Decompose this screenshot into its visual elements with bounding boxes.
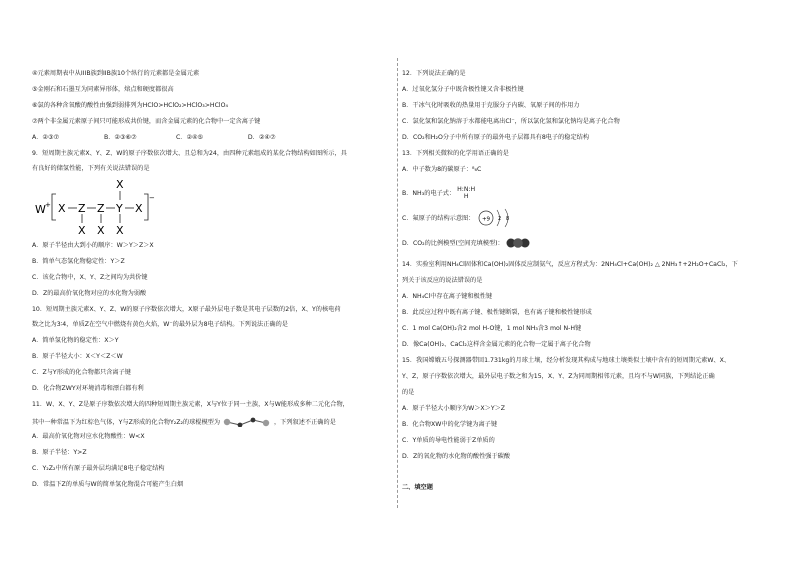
statement-7: ⑦两个非金属元素原子间只可能形成共价键，而含金属元素的化合物中一定含离子键 [32, 118, 261, 125]
q12-option-b: B．干冰气化时吸收的热量用于克服分子内碳、氧原子间的作用力 [402, 102, 580, 109]
q12-option-a: A．过氧化氢分子中既含极性键又含非极性键 [402, 86, 524, 93]
q12-option-c: C．氯化氢和氯化钠溶于水都能电离出Cl⁻，所以氯化氢和氯化钠均是离子化合物 [402, 118, 620, 125]
nh3-formula-bottom: H [463, 193, 469, 200]
q8-option-d: D．②④⑦ [247, 134, 276, 141]
q15-option-c: C．Y单质的导电性能弱于Z单质的 [402, 437, 495, 444]
column-divider [397, 58, 398, 508]
fig-z2: Z [97, 202, 105, 215]
q11-stem-part1: 其中一种常温下为红棕色气体，Y与Z形成的化合物Y₂Z₂的球棍模型为 [32, 419, 221, 426]
q14-stem: 14．实验室利用NH₄Cl固体和Ca(OH)₂固体反应制氨气，反应方程式为：2NH₄Cl+Ca(OH)₂ △ 2NH₃↑+2H₂O+CaCl₂，下 [402, 261, 738, 268]
q13-stem: 13．下列相关微粒的化学用语正确的是 [402, 150, 509, 157]
q9-stem: 9．短周期主族元素X、Y、Z、W的原子序数依次增大、且总和为24，由四种元素组成的某化合物结构如图所示，具 [32, 150, 347, 157]
q13-b-label: B．NH₃的电子式： [402, 190, 456, 197]
q15-option-d: D．Z的氧化物的水化物的酸性强于碳酸 [402, 453, 511, 460]
q15-option-a: A．原子半径大小顺序为W＞X＞Y＞Z [402, 405, 506, 412]
q9-stem-cont: 有良好的储氢性能，下列有关说法错误的是 [32, 165, 150, 172]
q10-option-c: C．Z与Y形成的化合物都只含离子键 [32, 369, 131, 376]
q9-option-a: A．原子半径由大到小的顺序：W＞Y＞Z＞X [32, 242, 154, 249]
fluorine-atom-diagram [477, 205, 517, 231]
q15-option-b: B．化合物XW中的化学键为离子键 [402, 421, 498, 428]
q8-option-a: A．②③⑦ [32, 134, 60, 141]
fig-right-bracket [144, 194, 148, 220]
q14-stem-cont: 列关于该反应的说法错误的是 [402, 277, 483, 284]
q13-d-label: D．CO₂的比例模型(空间充填模型)： [402, 240, 504, 247]
q15-stem: 15．我国嫦娥五号探测器带回1.731kg的月球土壤，经分析发现其构成与地球土壤类似土壤中含有的短周期元素W、X、 [402, 357, 731, 364]
q8-option-c: C．②④⑤ [175, 134, 204, 141]
q8-option-b: B．②③⑥⑦ [103, 134, 137, 141]
q13-option-b [402, 186, 475, 200]
fig-w: W [35, 203, 46, 216]
q13-option-c [402, 215, 474, 223]
q12-option-d: D．CO₂和H₂O分子中所有原子的最外电子层都具有8电子的稳定结构 [402, 134, 590, 141]
q10-stem: 10．短周期主族元素X、Y、Z、W的原子序数依次增大，X原子最外层电子数是其电子层数的2倍，X、Y的核电荷 [32, 306, 341, 313]
fig-x-bottom-2: X [97, 224, 105, 236]
fig-x-bottom-3: X [116, 224, 124, 236]
q12-stem: 12．下列说法正确的是 [402, 70, 466, 77]
shell-2-electrons: 8 [506, 216, 510, 222]
q11-option-a: A．最高价氧化物对应水化物酸性：W<X [32, 433, 145, 440]
q10-option-b: B．原子半径大小：X＜Y＜Z＜W [32, 353, 123, 360]
co2-space-filling-model-icon [506, 238, 530, 248]
q15-stem-cont: Y、Z，原子序数依次增大，最外层电子数之和为15，X、Y、Z为同周期相邻元素，且均不与W同族，下列结论正确 [402, 373, 715, 380]
q15-stem-cont2: 的是 [402, 389, 415, 396]
q11-stem-cont [32, 417, 336, 427]
q14-option-a: A．NH₄Cl中存在离子键和极性键 [402, 293, 493, 300]
fig-x1: X [58, 202, 66, 215]
fig-z1: Z [78, 202, 86, 215]
shell-1-electrons: 2 [498, 216, 502, 222]
nh3-formula-top: H:N:H [457, 186, 476, 193]
ball-stick-model-icon [222, 417, 272, 427]
fig-minus: − [149, 194, 155, 202]
q9-structure-figure [30, 176, 160, 236]
statement-6: ⑥氯的各种含氧酸的酸性由强到弱排列为HClO>HClO₂>HClO₃>HClO₄ [32, 102, 228, 109]
section-heading-fill-in: 二、填空题 [402, 484, 433, 491]
nh3-electron-formula [457, 186, 475, 200]
statement-5: ⑤金刚石和石墨互为同素异形体，熔点和硬度都很高 [32, 86, 174, 93]
q13-c-label: C．氟原子的结构示意图： [402, 215, 475, 222]
fig-y: Y [116, 202, 123, 215]
fig-x2: X [135, 202, 143, 215]
fig-left-bracket [52, 194, 56, 220]
q11-option-d: D．常温下Z的单质与W的简单氢化物混合可能产生白烟 [32, 481, 184, 488]
q13-option-a: A．中子数为8的碳原子：⁸₆C [402, 166, 482, 173]
q9-option-c: C．该化合物中，X、Y、Z之间均为共价键 [32, 274, 148, 281]
q11-option-c: C．Y₂Z₂中所有原子最外层均满足8电子稳定结构 [32, 465, 165, 472]
q10-stem-cont: 数之比为3∶4，单质Z在空气中燃烧有黄色火焰，W⁻的最外层为8电子结构。下列说法正确的是 [32, 321, 288, 328]
q9-option-d: D．Z的最高价氧化物对应的水化物为弱酸 [32, 290, 147, 297]
statement-4: ④元素周期表中从IIIB族到IIB族10个纵行的元素都是金属元素 [32, 70, 200, 77]
q11-stem-part2: ，下列叙述不正确的是 [274, 419, 336, 426]
fig-x-bottom-1: X [78, 224, 86, 236]
fig-plus: + [45, 201, 51, 209]
q11-stem: 11．W、X、Y、Z是原子序数依次增大的四种短周期主族元素，X与Y位于同一主族，X与W能形成多种二元化合物， [32, 401, 349, 408]
q11-option-b: B．原子半径：Y>Z [32, 449, 87, 456]
q14-option-b: B．此反应过程中既有离子键、极性键断裂，也有离子键和极性键形成 [402, 309, 592, 316]
atom-nucleus-label: +9 [481, 216, 491, 223]
q8-options [32, 134, 276, 142]
q10-option-d: D．化合物ZWY对环境消毒和漂白都有利 [32, 385, 144, 392]
q14-option-c: C．1 mol Ca(OH)₂含2 mol H-O键，1 mol NH₃含3 mol N-H键 [402, 325, 582, 332]
fig-x-top: X [116, 178, 124, 191]
q14-option-d: D．像Ca(OH)₂、CaCl₂这样含金属元素的化合物一定属于离子化合物 [402, 341, 591, 348]
q9-option-b: B．简单气态氢化物稳定性：Y＞Z [32, 258, 125, 265]
q10-option-a: A．简单氢化物的稳定性：X＞Y [32, 337, 119, 344]
q13-option-d [402, 238, 530, 248]
